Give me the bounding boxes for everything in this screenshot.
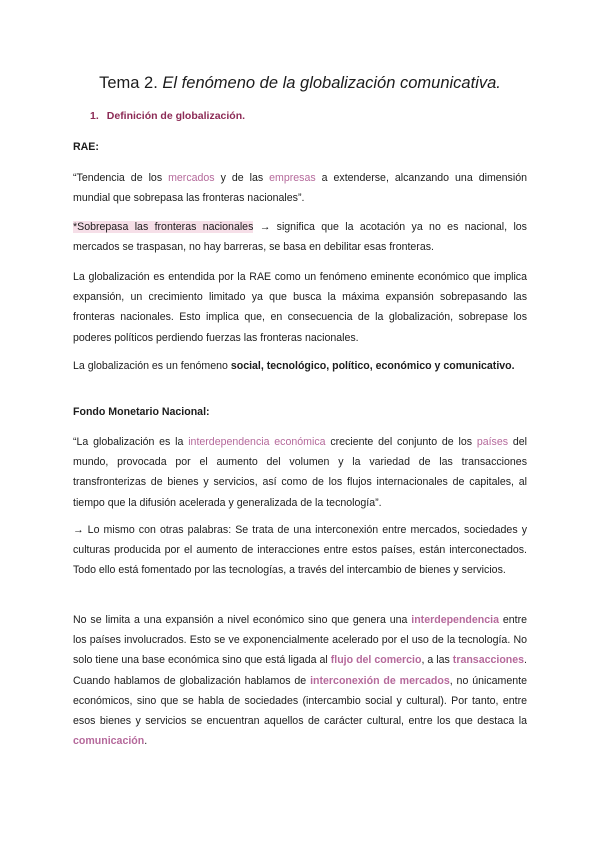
keyword-interdependencia-economica: interdependencia económica [188,436,326,448]
bold-list: social, tecnológico, político, económico y comunicativo. [230,360,515,372]
title-prefix: Tema 2. [99,74,158,92]
fmi-quote: “La globalización es la interdependencia económica creciente del conjunto de los países del mundo, provocada por el aumento del volumen y la variedad de las transacciones transfronterizas de bienes y servicios, así como de los flujos internacionales de capitales, al tiempo que la difusión acelerada y generalizada de la tecnología”. [73,436,527,509]
fmi-paragraph-1: → Lo mismo con otras palabras: Se trata de una interconexión entre mercados, sociedades y culturas producida por el aumento de interacciones entre estos países, están interconectados. Todo ello está fomentado por las tecnologías, a través del intercambio de bienes y servicios. [73,524,527,577]
fmi-paragraph-2: No se limita a una expansión a nivel económico sino que genera una interdependencia entre los países involucrados. Esto se ve exponencialmente acelerado por el uso de la tecnología. No solo tiene una base económica sino que está ligada al flujo del comercio, a las transacciones. Cuando hablamos de globalización hablamos de interconexión de mercados, no únicamente económicos, sino que se habla de sociedades (intercambio social y cultural). Por tanto, entre esos bienes y servicios se encuentran aquellos de carácter cultural, entre los que destaca la comunicación. [73,614,527,748]
title-text: El fenómeno de la globalización comunicativa. [162,74,501,92]
highlighted-text: *Sobrepasa las fronteras nacionales [73,221,254,233]
keyword-mercados: mercados [168,172,215,184]
keyword-interconexion-mercados: interconexión de mercados [310,674,450,687]
rae-note: *Sobrepasa las fronteras nacionales → significa que la acotación ya no es nacional, los mercados se traspasan, no hay barreras, se basa en debilitar esas fronteras. [73,221,527,254]
page-title [0,72,600,94]
keyword-paises: países [476,436,509,448]
rae-paragraph-1: La globalización es entendida por la RAE como un fenómeno eminente económico que implica expansión, un crecimiento limitado ya que busca la máxima expansión sobrepasando las fronteras nacionales. Esto implica que, en consecuencia de la globalización, sobrepase los poderes políticos perdiendo fuerzas las fronteras nacionales. [73,271,527,344]
rae-paragraph-2: La globalización es un fenómeno social, tecnológico, político, económico y comunicativo. [73,360,515,372]
section-number: 1. [90,110,99,122]
section-label: Definición de globalización. [106,110,246,122]
keyword-empresas: empresas [269,172,316,184]
rae-quote: “Tendencia de los mercados y de las empresas a extenderse, alcanzando una dimensión mundial que sobrepasa las fronteras nacionales”. [73,172,527,205]
rae-heading: RAE: [73,141,99,153]
section-heading [90,110,245,122]
keyword-transacciones: transacciones [452,654,525,667]
keyword-comunicacion: comunicación [73,735,145,748]
fmi-heading: Fondo Monetario Nacional: [73,406,210,418]
keyword-flujo-comercio: flujo del comercio [330,654,422,667]
keyword-interdependencia: interdependencia [411,614,499,626]
